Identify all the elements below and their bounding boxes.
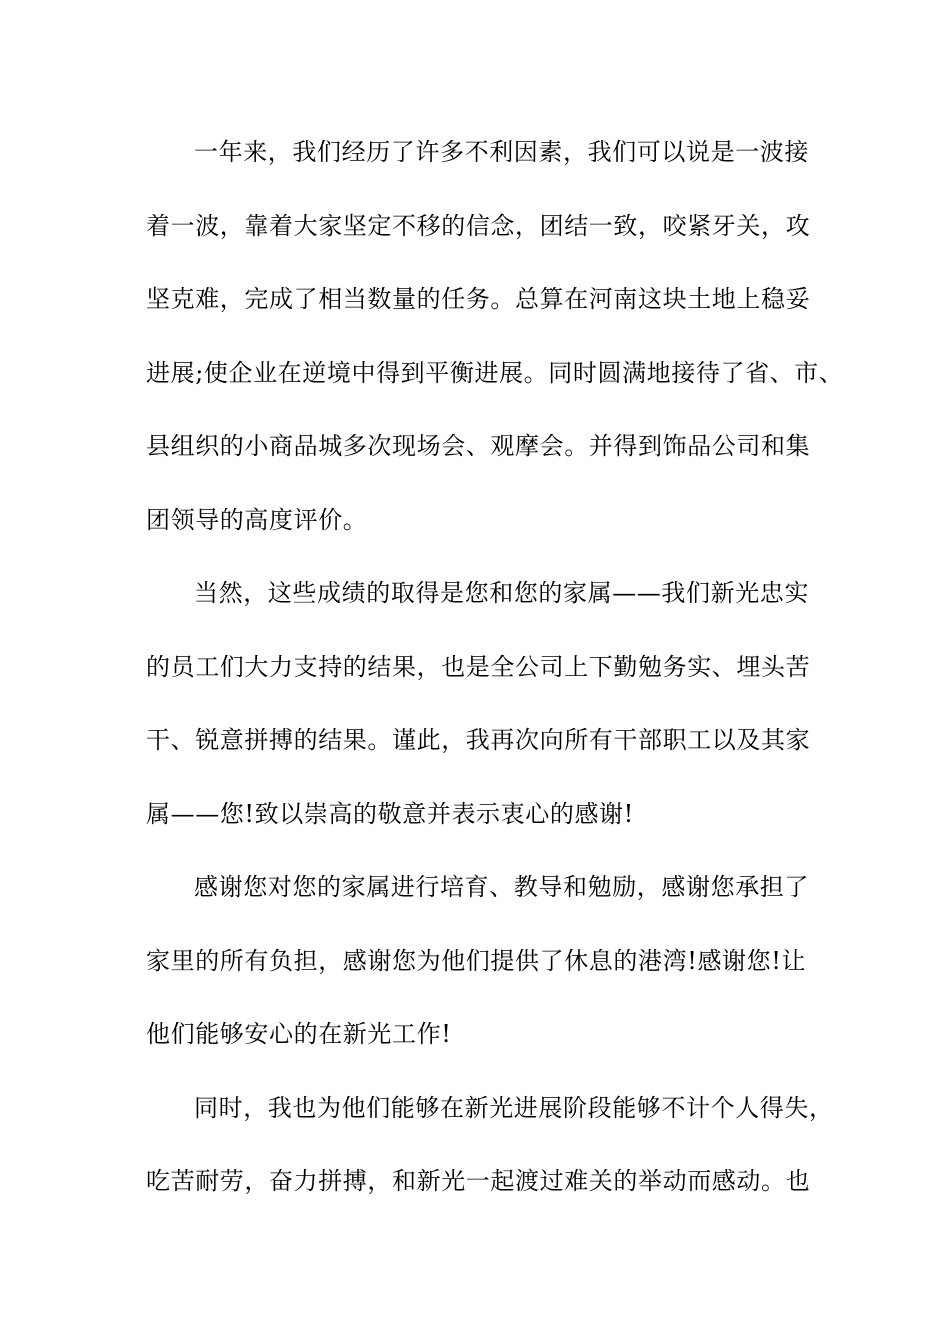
line-text: 属——您!致以崇高的敬意并表示衷心的感谢! — [146, 799, 634, 828]
line-text: 进展;使企业在逆境中得到平衡进展。同时圆满地接待了省、市、 — [146, 358, 844, 387]
line-text: 一年来，我们经历了许多不利因素，我们可以说是一波接 — [194, 138, 809, 166]
text-line — [0, 710, 950, 784]
text-line — [0, 269, 950, 343]
text-line — [0, 343, 950, 417]
line-text: 感谢您对您的家属进行培育、教导和勉励，感谢您承担了 — [194, 873, 809, 901]
line-text: 着一波，靠着大家坚定不移的信念，团结一致，咬紧牙关，攻 — [146, 211, 811, 240]
text-line — [0, 1004, 950, 1078]
line-text: 同时，我也为他们能够在新光进展阶段能够不计个人得失， — [194, 1093, 834, 1122]
line-text: 的员工们大力支持的结果，也是全公司上下勤勉务实、埋头苦 — [146, 652, 811, 681]
text-line — [0, 637, 950, 711]
text-line — [0, 857, 950, 931]
line-text: 县组织的小商品城多次现场会、观摩会。并得到饰品公司和集 — [146, 432, 811, 460]
line-text: 团领导的高度评价。 — [146, 505, 368, 534]
document-body — [0, 122, 950, 1225]
text-line — [0, 563, 950, 637]
line-text: 家里的所有负担，感谢您为他们提供了休息的港湾!感谢您!让 — [146, 946, 807, 975]
text-line — [0, 1151, 950, 1225]
text-line — [0, 1078, 950, 1152]
text-line — [0, 931, 950, 1005]
text-line — [0, 784, 950, 858]
line-text: 坚克难，完成了相当数量的任务。总算在河南这块土地上稳妥 — [146, 285, 811, 313]
text-line — [0, 122, 950, 196]
line-text: 干、锐意拼搏的结果。谨此，我再次向所有干部职工以及其家 — [146, 726, 811, 754]
text-line — [0, 196, 950, 270]
text-line — [0, 416, 950, 490]
text-line — [0, 490, 950, 564]
line-text: 他们能够安心的在新光工作! — [146, 1020, 452, 1048]
line-text: 当然，这些成绩的取得是您和您的家属——我们新光忠实 — [194, 579, 809, 607]
line-text: 吃苦耐劳，奋力拼搏，和新光一起渡过难关的举动而感动。也 — [146, 1167, 811, 1195]
